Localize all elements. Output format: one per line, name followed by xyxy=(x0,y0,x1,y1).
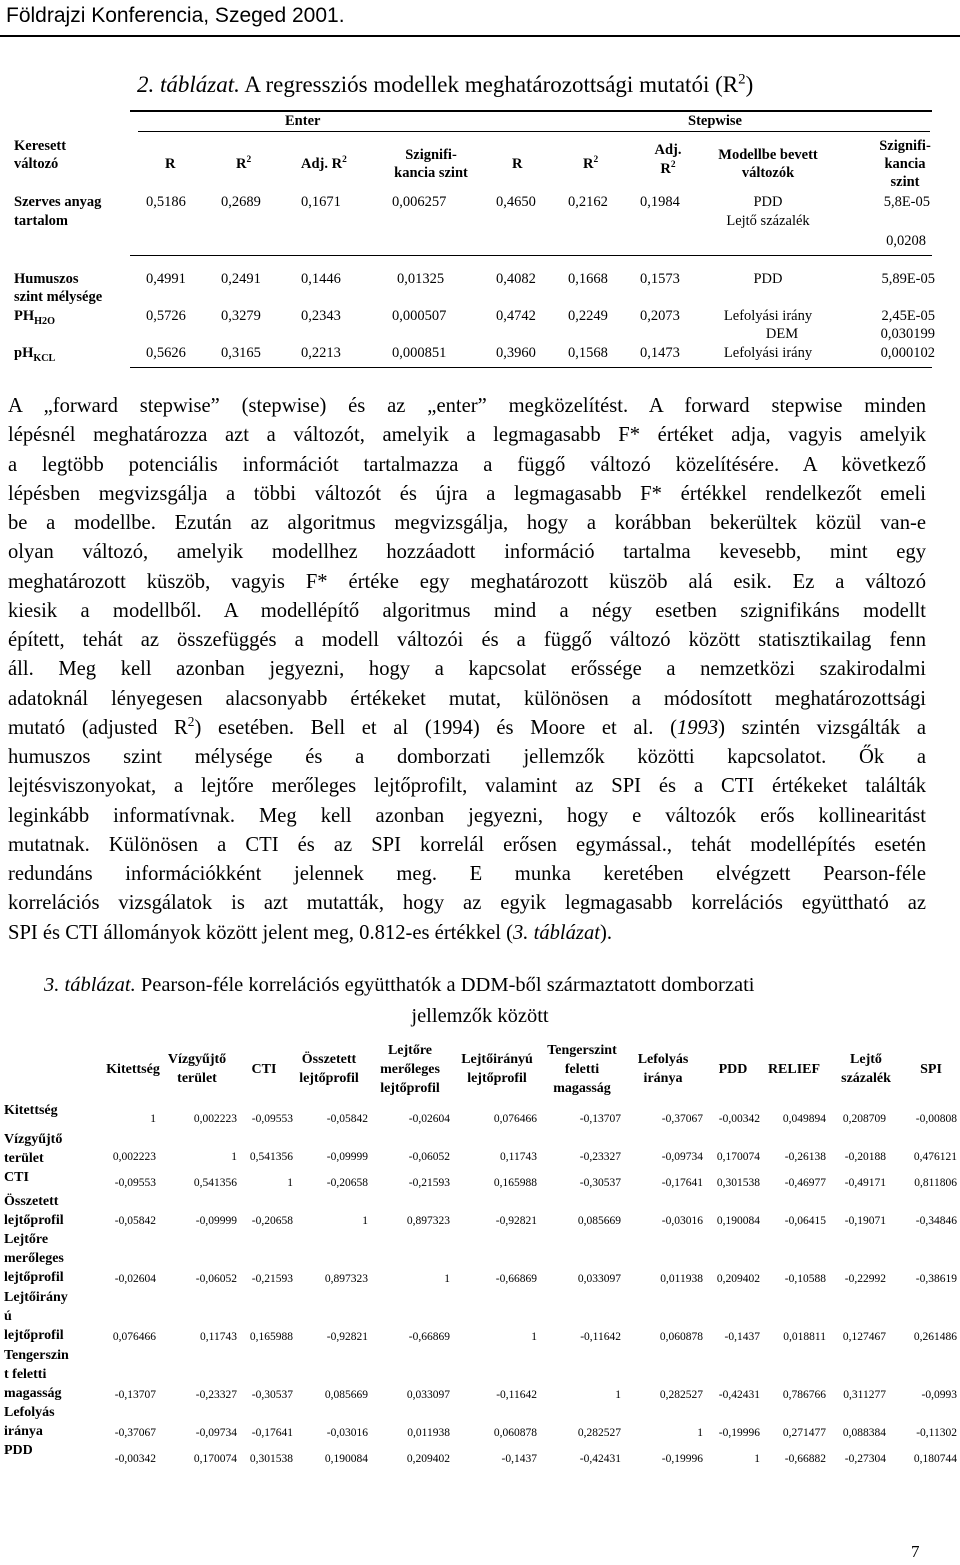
paragraph-line: épített, tehát az összefüggés a modell változói és a függő változó között statisztikailag fenn xyxy=(8,629,926,651)
table2-caption-sup: 2 xyxy=(738,71,746,88)
table2-row4-name-sub: KCL xyxy=(33,352,56,364)
table3-row-header: merőleges xyxy=(4,1251,64,1266)
table2-row4-sr: 0,3960 xyxy=(496,345,536,361)
table2-row2-adj: 0,1446 xyxy=(301,271,341,287)
table2-row2-sadj: 0,1573 xyxy=(640,271,680,287)
table3-col-header: iránya xyxy=(643,1071,683,1086)
table2-top-rule xyxy=(130,110,932,112)
table2-col-sr2 xyxy=(583,156,598,173)
table3-cell: 0,897323 xyxy=(324,1273,368,1285)
table2-row4-sadj: 0,1473 xyxy=(640,345,680,361)
table3-cell: -0,1437 xyxy=(501,1453,537,1465)
paragraph-text: ). xyxy=(599,921,612,944)
table3-cell: 0,261486 xyxy=(913,1331,957,1343)
table2-row2-name-1: Humuszos xyxy=(14,271,79,287)
table2-row3-name xyxy=(14,308,55,325)
table3-row-header: lejtőprofil xyxy=(4,1213,64,1228)
table2-row2-r2: 0,2491 xyxy=(221,271,261,287)
table2-row1-sr2: 0,2162 xyxy=(568,194,608,210)
table3-cell: -0,66869 xyxy=(408,1331,450,1343)
table3-cell: 1 xyxy=(362,1215,368,1227)
table3-cell: -0,46977 xyxy=(784,1177,826,1189)
table3-row-header: terület xyxy=(4,1151,44,1166)
table3-row-header: Vízgyűjtő xyxy=(4,1132,63,1147)
table3-cell: -0,11642 xyxy=(496,1389,537,1401)
table3-cell: 1 xyxy=(150,1113,156,1125)
table3-cell: -0,0993 xyxy=(921,1389,957,1401)
table3-cell: 0,127467 xyxy=(842,1331,886,1343)
table2-row-rule xyxy=(130,255,932,256)
table3-cell: -0,06052 xyxy=(195,1273,237,1285)
table3-cell: -0,20658 xyxy=(251,1215,293,1227)
table3-cell: 0,033097 xyxy=(577,1273,621,1285)
paragraph-line: a legtöbb potenciális információt tartalmazza a függő változó közelítésére. A következő xyxy=(8,453,926,476)
table2-col-keresett-1: Keresett xyxy=(14,138,67,154)
table2-col-keresett-2: változó xyxy=(14,156,59,172)
table3-caption-label: 3. táblázat. xyxy=(44,974,136,996)
table3-cell: 1 xyxy=(615,1389,621,1401)
table2-col-r2-text: R xyxy=(236,156,247,172)
table2-row1-sig: 0,006257 xyxy=(392,194,447,210)
table3-cell: 0,282527 xyxy=(659,1389,703,1401)
table2-col-szig1-1: Szignifi- xyxy=(405,147,457,163)
page-number: 7 xyxy=(911,1542,920,1561)
table2-row4-sig: 0,000851 xyxy=(392,345,447,361)
table3-cell: -0,30537 xyxy=(251,1389,293,1401)
table3-cell: -0,17641 xyxy=(661,1177,703,1189)
table3-cell: -0,13707 xyxy=(114,1389,156,1401)
table3-cell: 0,165988 xyxy=(249,1331,293,1343)
table3-cell: -0,09553 xyxy=(114,1177,156,1189)
table2-col-sadj-2-sup: 2 xyxy=(670,160,676,171)
paragraph-line: korrelációs vizsgálatok is azt mutatták, hogy az egyik legmagasabb korrelációs együttható az xyxy=(8,892,926,915)
table2-row1-r2: 0,2689 xyxy=(221,194,261,210)
table3-cell: -0,10588 xyxy=(784,1273,826,1285)
table3-cell: -0,02604 xyxy=(114,1273,156,1285)
paragraph-line: olyan változó, amelyik modellhez hozzáadott információ tartalma kevesebb, mint egy xyxy=(8,541,926,564)
paragraph-line: lépésnél meghatározza azt a változót, amelyik a legmagasabb F* értéket adja, vagyis amelyik xyxy=(8,424,926,447)
table3-cell: 0,060878 xyxy=(493,1427,537,1439)
table2-caption-end: ) xyxy=(745,72,754,97)
table2-col-r2-sup: 2 xyxy=(246,155,252,166)
table3-cell: -0,19996 xyxy=(718,1427,760,1439)
table3-cell: -0,03016 xyxy=(661,1215,703,1227)
table3-cell: 0,085669 xyxy=(324,1389,368,1401)
table2-row4-adj: 0,2213 xyxy=(301,345,341,361)
paragraph-text: mutató (adjusted R xyxy=(8,716,188,739)
table2-group-rule xyxy=(138,131,930,132)
table2-row2-name-2: szint mélysége xyxy=(14,289,103,305)
table2-col-sr2-text: R xyxy=(583,156,594,172)
table2-col-sr: R xyxy=(512,156,523,172)
table3-row-header: magasság xyxy=(4,1386,62,1401)
table3-col-header: lejtőprofil xyxy=(299,1071,359,1086)
paragraph-line: kiesik a modellből. A modellépítő algoritmus mind a négy esetben szignifikáns modellt xyxy=(8,599,926,622)
table2-row1-name-2: tartalom xyxy=(14,213,68,229)
table2-row1-sr: 0,4650 xyxy=(496,194,536,210)
paragraph-line: mutatnak. Különösen a CTI és az SPI korrelál erősen egymással., tehát modellépítés esetén xyxy=(8,833,926,856)
table2-row1-model-2: Lejtő százalék xyxy=(726,213,810,229)
table3-col-header: százalék xyxy=(841,1071,891,1086)
table3-col-header: terület xyxy=(177,1071,217,1086)
table3-cell: 0,088384 xyxy=(842,1427,886,1439)
table2-row1-ssig-1: 5,8E-05 xyxy=(883,194,930,210)
table3-col-header: Vízgyűjtő xyxy=(167,1052,227,1067)
table3-col-header: Lejtőre xyxy=(387,1043,433,1058)
table3-cell: -0,06052 xyxy=(408,1151,450,1163)
table3-cell: -0,22992 xyxy=(844,1273,886,1285)
paragraph-line: humuszos szint mélysége és a domborzati jellemzők közötti kapcsolatot. Ők a xyxy=(8,746,926,768)
table2-col-r: R xyxy=(165,156,176,172)
header-rule xyxy=(0,35,960,37)
table3-cell: 0,076466 xyxy=(112,1331,156,1343)
table3-cell: -0,20658 xyxy=(326,1177,368,1189)
table3-cell: 0,190084 xyxy=(716,1215,760,1227)
table3-cell: -0,06415 xyxy=(784,1215,826,1227)
table3-cell: -0,09999 xyxy=(195,1215,237,1227)
table2-row2-ssig-1: 5,89E-05 xyxy=(881,271,935,287)
table3-cell: 0,541356 xyxy=(193,1177,237,1189)
table2-row2-r: 0,4991 xyxy=(146,271,186,287)
table2-row3-sr: 0,4742 xyxy=(496,308,536,324)
table2-row4-r2: 0,3165 xyxy=(221,345,261,361)
table3-cell: -0,05842 xyxy=(326,1113,368,1125)
table2-row3-model-2: DEM xyxy=(765,326,799,342)
table2-group-enter: Enter xyxy=(285,113,321,129)
table3-row-header: Lejtőre xyxy=(4,1232,49,1247)
table2-row4-r: 0,5626 xyxy=(146,345,186,361)
table2-col-r2 xyxy=(236,156,251,173)
table3-col-header: lejtőprofil xyxy=(380,1081,440,1096)
paragraph-ref: 3. táblázat xyxy=(513,921,600,944)
table3-row-header: PDD xyxy=(4,1443,33,1458)
table2-col-model-2: változók xyxy=(741,165,795,181)
table2-col-szig2-1: Szignifi- xyxy=(879,138,931,154)
table2-row3-model-1: Lefolyási irány xyxy=(723,308,813,324)
table2-row3-name-sub: H2O xyxy=(34,315,55,327)
table3-cell: -0,23327 xyxy=(195,1389,237,1401)
table3-cell: -0,00342 xyxy=(114,1453,156,1465)
body-paragraph xyxy=(8,392,926,948)
table3-cell: 0,002223 xyxy=(193,1113,237,1125)
table3-row-header: Kitettség xyxy=(4,1103,58,1118)
table3-cell: 0,476121 xyxy=(913,1151,957,1163)
table2-col-szig2-2: kancia xyxy=(884,156,926,172)
table2-row3-name-text: PH xyxy=(14,308,35,324)
table3-row-header: ú xyxy=(4,1309,12,1324)
table3-cell: 0,301538 xyxy=(716,1177,760,1189)
table3-cell: 0,11743 xyxy=(500,1151,537,1163)
table3-cell: -0,05842 xyxy=(114,1215,156,1227)
table3-cell: 0,049894 xyxy=(782,1113,826,1125)
paragraph-line xyxy=(8,714,926,743)
table3-cell: -0,19071 xyxy=(844,1215,886,1227)
paragraph-text: ) esetében. Bell et al (1994) és Moore et al. ( xyxy=(194,716,677,739)
table3-row-header: t feletti xyxy=(4,1367,47,1382)
paragraph-line: meghatározott küszöb, vagyis F* értéke egy meghatározott küszöb alá esik. Ez a változó xyxy=(8,570,926,593)
table3-cell: 0,208709 xyxy=(842,1113,886,1125)
table3-row-header: lejtőprofil xyxy=(4,1328,64,1343)
table3-cell: -0,1437 xyxy=(724,1331,760,1343)
table3-cell: 0,271477 xyxy=(782,1427,826,1439)
table3-cell: -0,26138 xyxy=(784,1151,826,1163)
table3-caption-line2: jellemzők között xyxy=(411,1005,549,1027)
paragraph-year: 1993 xyxy=(676,716,719,739)
running-header: Földrajzi Konferencia, Szeged 2001. xyxy=(6,4,345,27)
table3-row-header: lejtőprofil xyxy=(4,1270,64,1285)
table3-caption-line1 xyxy=(44,970,754,1001)
table3-cell: -0,37067 xyxy=(114,1427,156,1439)
table2-col-sadj-2 xyxy=(660,161,675,178)
table3-cell: 0,002223 xyxy=(112,1151,156,1163)
table3-cell: 0,180744 xyxy=(913,1453,957,1465)
table3-cell: 1 xyxy=(754,1453,760,1465)
table3-cell: -0,23327 xyxy=(579,1151,621,1163)
table2-row1-name-1: Szerves anyag xyxy=(14,194,102,210)
table3-cell: 0,11743 xyxy=(200,1331,237,1343)
paragraph-sup: 2 xyxy=(187,713,195,729)
table3-cell: -0,00808 xyxy=(915,1113,957,1125)
table2-row1-sadj: 0,1984 xyxy=(640,194,680,210)
table3-cell: -0,00342 xyxy=(718,1113,760,1125)
table2-bottom-rule xyxy=(130,367,932,368)
table3-cell: 0,541356 xyxy=(249,1151,293,1163)
table3-cell: 0,282527 xyxy=(577,1427,621,1439)
table3-cell: -0,42431 xyxy=(718,1389,760,1401)
table2-row4-ssig-1: 0,000102 xyxy=(880,345,935,361)
table2-caption-text: A regressziós modellek meghatározottsági mutatói (R xyxy=(239,72,739,97)
table2-caption xyxy=(137,72,753,98)
paragraph-line: leginkább informatívnak. Meg kell azonban jegyezni, hogy e változók erős kollinearitást xyxy=(8,804,926,827)
table3-cell: 1 xyxy=(444,1273,450,1285)
table3-col-header: merőleges xyxy=(380,1062,440,1077)
table2-col-sr2-sup: 2 xyxy=(593,155,599,166)
table3-cell: 0,085669 xyxy=(577,1215,621,1227)
table3-cell: -0,66882 xyxy=(784,1453,826,1465)
table3-row-header: iránya xyxy=(4,1424,43,1439)
table2-col-szig1-2: kancia szint xyxy=(394,165,468,181)
table3-cell: -0,13707 xyxy=(579,1113,621,1125)
table3-cell: 0,076466 xyxy=(493,1113,537,1125)
table3-col-header: Lejtőirányú xyxy=(461,1052,533,1067)
table3-cell: -0,92821 xyxy=(326,1331,368,1343)
table3-row-header: Összetett xyxy=(4,1194,59,1209)
table2-row3-ssig-2: 0,030199 xyxy=(880,326,935,342)
table2-row2-sig: 0,01325 xyxy=(397,271,445,287)
table2-col-sadj-2-text: R xyxy=(660,161,671,177)
table3-cell: 0,170074 xyxy=(193,1453,237,1465)
table3-cell: 1 xyxy=(287,1177,293,1189)
table2-row4-model-1: Lefolyási irány xyxy=(723,345,813,361)
table3-col-header: Tengerszint xyxy=(547,1043,617,1058)
table2-col-adj-text: Adj. R xyxy=(301,156,343,172)
table3-cell: -0,34846 xyxy=(915,1215,957,1227)
table3-cell: 0,011938 xyxy=(407,1427,450,1439)
table2-row4-name-text: pH xyxy=(14,345,34,361)
paragraph-line xyxy=(8,919,926,948)
table3-cell: -0,02604 xyxy=(408,1113,450,1125)
table2-row1-model-1: PDD xyxy=(753,194,783,210)
table3-cell: 0,301538 xyxy=(249,1453,293,1465)
table2-col-sadj-1: Adj. xyxy=(654,142,682,158)
table3-cell: 0,209402 xyxy=(406,1453,450,1465)
table3-cell: 0,209402 xyxy=(716,1273,760,1285)
table3-col-header: PDD xyxy=(718,1062,748,1077)
table3-cell: 0,190084 xyxy=(324,1453,368,1465)
paragraph-line: A „forward stepwise” (stepwise) és az „enter” megközelítést. A forward stepwise minden xyxy=(8,395,926,417)
table2-row3-sig: 0,000507 xyxy=(392,308,447,324)
table2-row1-ssig-2: 0,0208 xyxy=(886,233,926,249)
table2-row3-r: 0,5726 xyxy=(146,308,186,324)
table2-row2-sr: 0,4082 xyxy=(496,271,536,287)
table3-cell: -0,17641 xyxy=(251,1427,293,1439)
table3-cell: 1 xyxy=(231,1151,237,1163)
table3-row-header: Tengerszin xyxy=(4,1348,69,1363)
table3-row-header: Lejtőirány xyxy=(4,1290,68,1305)
table3-cell: -0,03016 xyxy=(326,1427,368,1439)
table2-caption-label: 2. táblázat. xyxy=(137,72,240,97)
table3-cell: -0,09999 xyxy=(326,1151,368,1163)
table2-row3-sadj: 0,2073 xyxy=(640,308,680,324)
table3-col-header: RELIEF xyxy=(767,1062,821,1077)
table3-cell: 1 xyxy=(697,1427,703,1439)
table2-row3-ssig-1: 2,45E-05 xyxy=(881,308,935,324)
paragraph-line: lépésben megvizsgálja a többi változót és újra a legmagasabb F* értékkel rendelkezőt emeli xyxy=(8,482,926,505)
table3-cell: -0,66869 xyxy=(495,1273,537,1285)
table3-cell: -0,42431 xyxy=(579,1453,621,1465)
table3-cell: -0,09553 xyxy=(251,1113,293,1125)
table2-row3-sr2: 0,2249 xyxy=(568,308,608,324)
table2-col-szig2-3: szint xyxy=(890,174,920,190)
table2-group-stepwise: Stepwise xyxy=(688,113,742,129)
table3-col-header: Kitettség xyxy=(106,1062,160,1077)
table2-row3-r2: 0,3279 xyxy=(221,308,261,324)
table3-row-header: CTI xyxy=(4,1170,29,1185)
table2-col-model-1: Modellbe bevett xyxy=(718,147,818,163)
table2-row1-adj: 0,1671 xyxy=(301,194,341,210)
table3-cell: 0,811806 xyxy=(914,1177,957,1189)
table3-cell: -0,21593 xyxy=(408,1177,450,1189)
paragraph-line: áll. Meg kell azonban jegyezni, hogy a kapcsolat erőssége a nemzetközi szakirodalmi xyxy=(8,658,926,681)
table3-cell: -0,20188 xyxy=(844,1151,886,1163)
paragraph-line: lejtésviszonyokat, a lejtőre merőleges lejtőprofilt, valamint az SPI és a CTI értékeket találták xyxy=(8,775,926,798)
table3-cell: 0,060878 xyxy=(659,1331,703,1343)
paragraph-line: adatoknál lényegesen alacsonyabb értékeket mutat, különösen a módosított meghatározottsági xyxy=(8,687,926,710)
table2-col-adj xyxy=(301,156,347,173)
table2-col-adj-sup: 2 xyxy=(342,155,347,166)
table3-cell: -0,49171 xyxy=(844,1177,886,1189)
table3-cell: 0,165988 xyxy=(493,1177,537,1189)
table3-cell: 0,311277 xyxy=(843,1389,886,1401)
table3-cell: -0,30537 xyxy=(579,1177,621,1189)
table2-row2-sr2: 0,1668 xyxy=(568,271,608,287)
table3-cell: 0,033097 xyxy=(406,1389,450,1401)
table3-cell: 0,786766 xyxy=(782,1389,826,1401)
table3-cell: -0,09734 xyxy=(195,1427,237,1439)
paragraph-line: redundáns információkként jelennek meg. E munka keretében elvégzett Pearson-féle xyxy=(8,863,926,885)
table2-row3-adj: 0,2343 xyxy=(301,308,341,324)
table3-col-header: Lejtő xyxy=(850,1052,882,1067)
table2-row2-model-1: PDD xyxy=(753,271,783,287)
table3-cell: -0,21593 xyxy=(251,1273,293,1285)
table3-caption-text: Pearson-féle korrelációs együtthatók a DDM-ből származtatott domborzati xyxy=(135,974,755,996)
table3-cell: 0,018811 xyxy=(783,1331,826,1343)
table3-cell: -0,92821 xyxy=(495,1215,537,1227)
paragraph-text: ) szintén vizsgálták a xyxy=(718,716,926,739)
table2-row1-r: 0,5186 xyxy=(146,194,186,210)
table3-cell: -0,19996 xyxy=(661,1453,703,1465)
table3-col-header: feletti xyxy=(564,1062,600,1077)
table2-row4-name xyxy=(14,345,55,362)
table3-col-header: lejtőprofil xyxy=(467,1071,527,1086)
table3-cell: -0,37067 xyxy=(661,1113,703,1125)
table3-col-header: magasság xyxy=(553,1081,611,1096)
table3-col-header: CTI xyxy=(251,1062,277,1077)
table3-cell: -0,09734 xyxy=(661,1151,703,1163)
table3-col-header: Lefolyás xyxy=(637,1052,689,1067)
table3-cell: 1 xyxy=(531,1331,537,1343)
table3-cell: -0,11302 xyxy=(916,1427,957,1439)
table3-cell: 0,897323 xyxy=(406,1215,450,1227)
table3-cell: -0,38619 xyxy=(915,1273,957,1285)
table3-cell: -0,11642 xyxy=(580,1331,621,1343)
table3-col-header: Összetett xyxy=(301,1052,357,1067)
table3-cell: 0,170074 xyxy=(716,1151,760,1163)
table3-cell: -0,27304 xyxy=(844,1453,886,1465)
table2-row4-sr2: 0,1568 xyxy=(568,345,608,361)
table3-row-header: Lefolyás xyxy=(4,1405,55,1420)
paragraph-text: SPI és CTI állományok között jelent meg, 0.812-es értékkel ( xyxy=(8,921,513,944)
table3-col-header: SPI xyxy=(920,1062,942,1077)
table3-cell: 0,011938 xyxy=(660,1273,703,1285)
paragraph-line: be a modellbe. Ezután az algoritmus megvizsgálja, hogy a korábban bekerültek közül van-e xyxy=(8,512,926,534)
